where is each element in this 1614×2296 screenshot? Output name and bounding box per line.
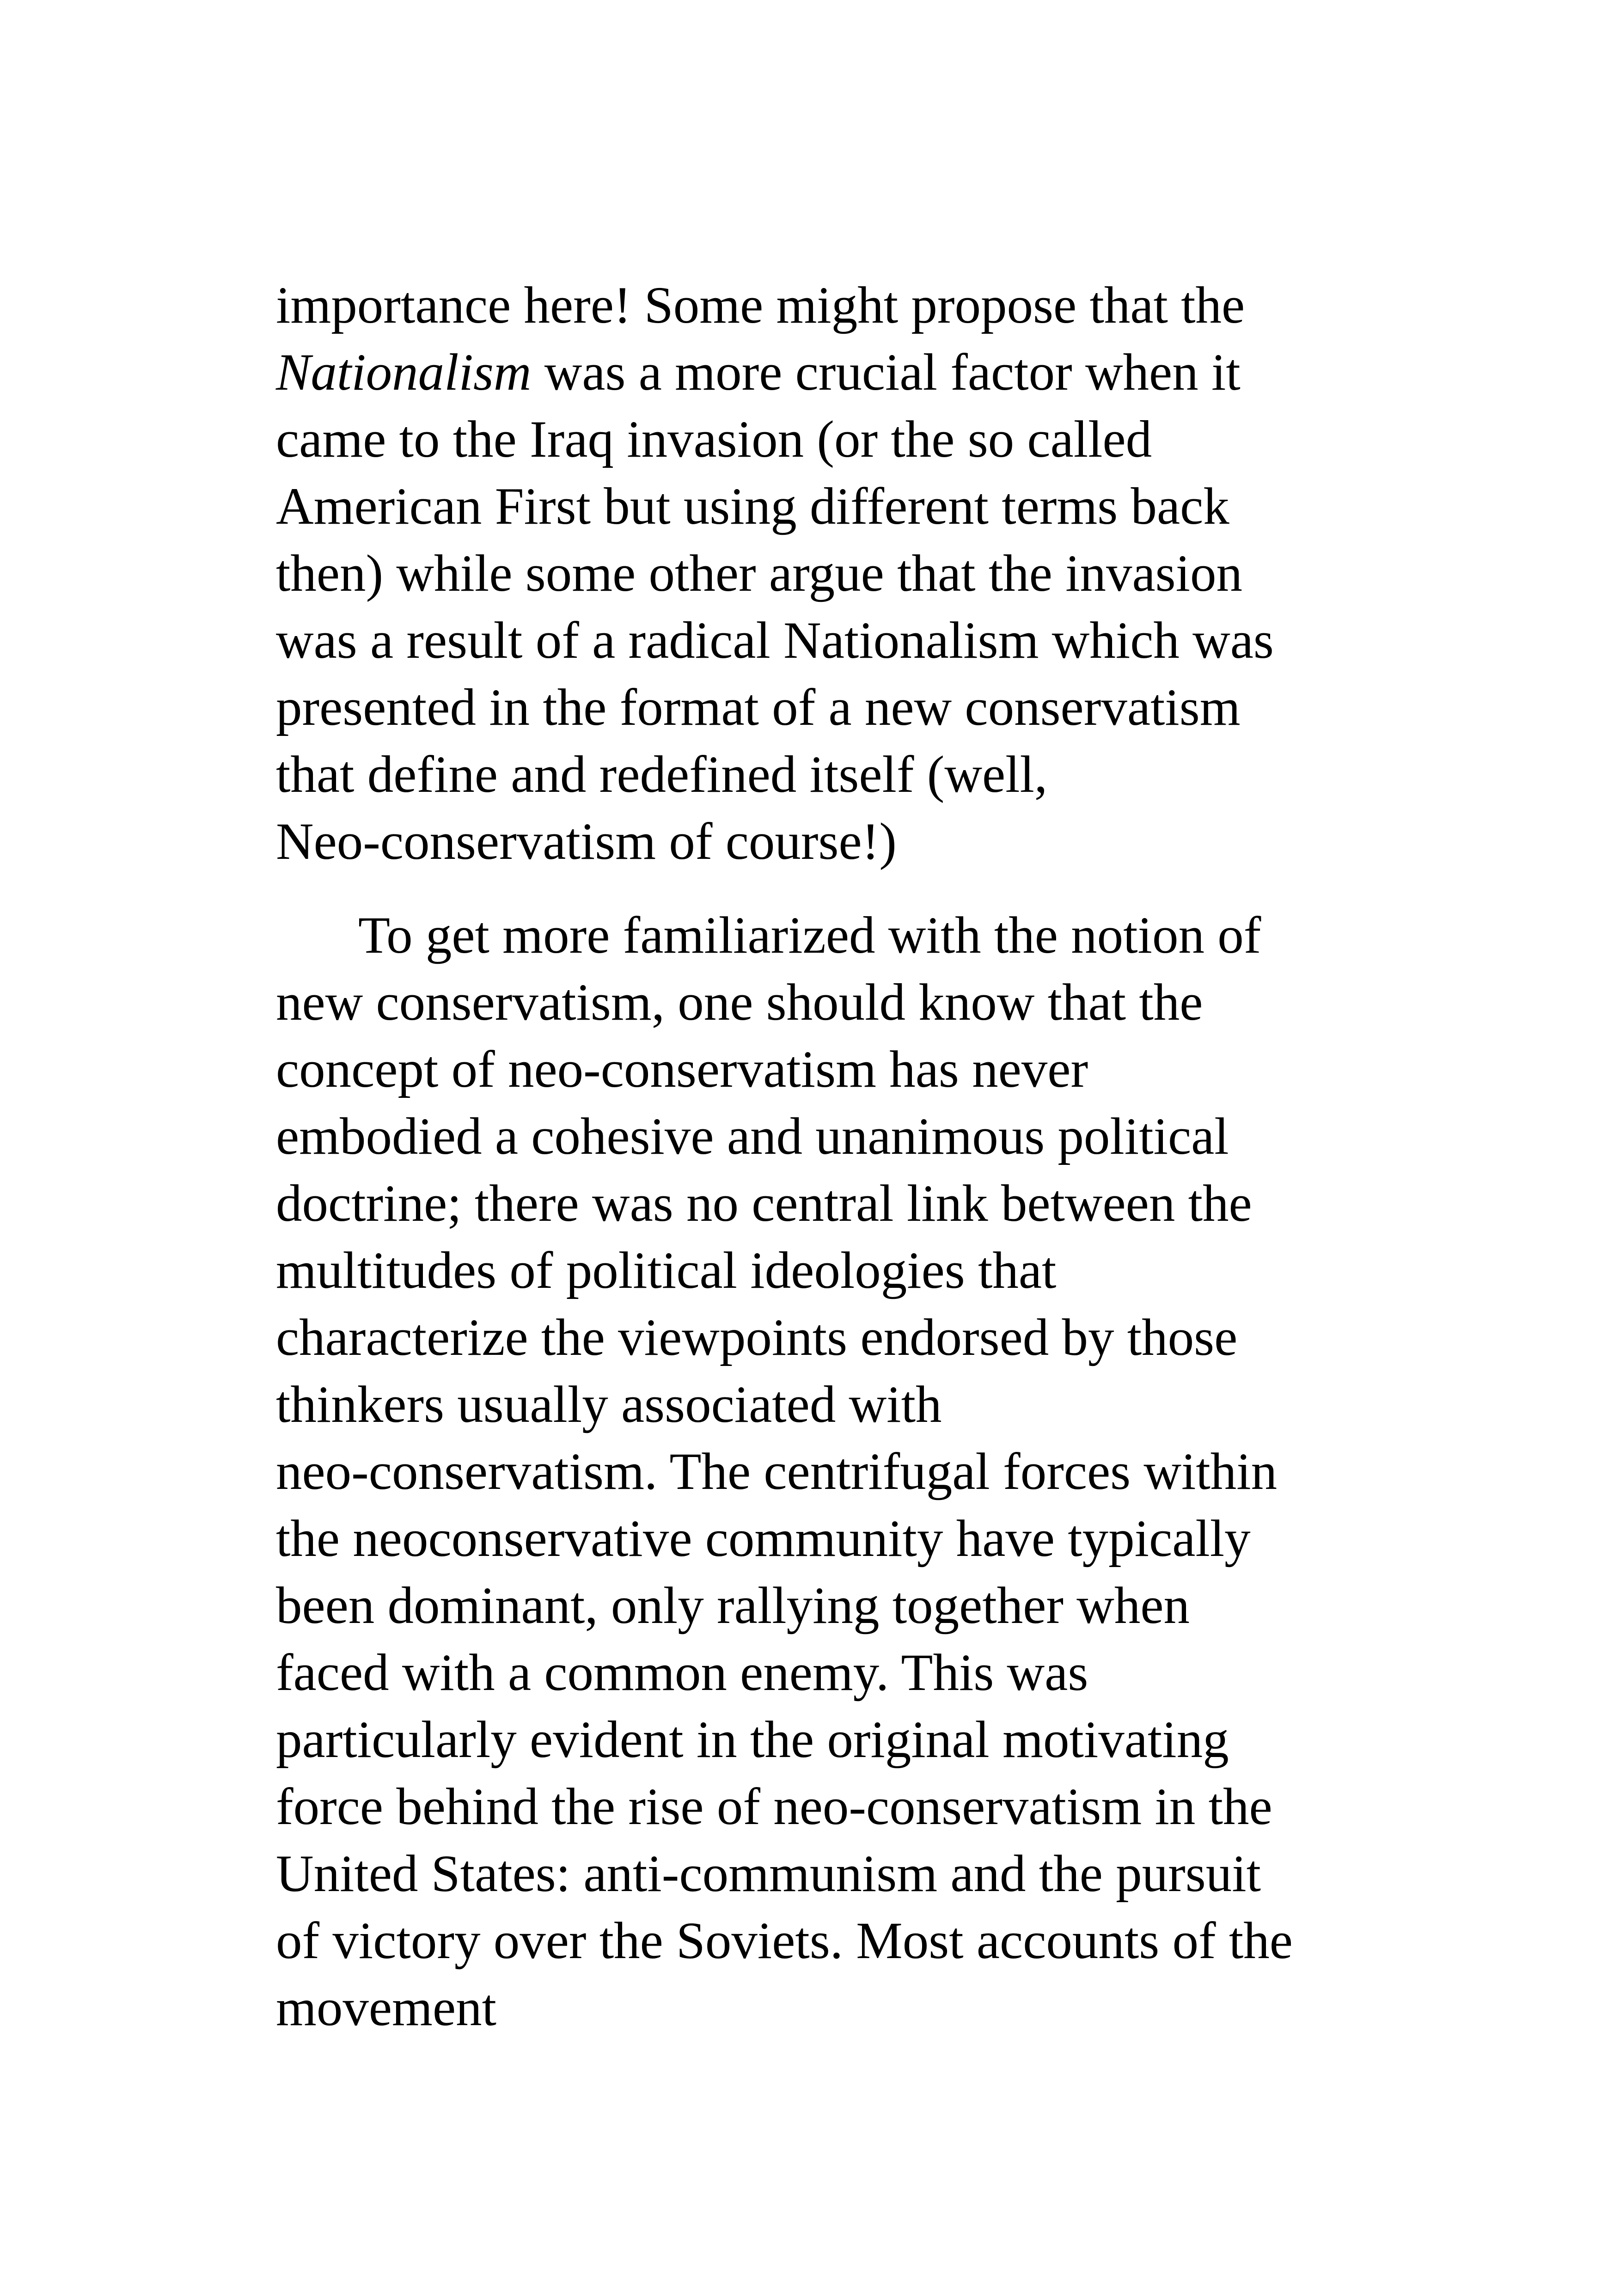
paragraph-spacer <box>276 875 1385 902</box>
text-line: thinkers usually associated with <box>276 1376 942 1433</box>
text-line: United States: anti-communism and the pursuit <box>276 1845 1261 1903</box>
text-line: came to the Iraq invasion (or the so called <box>276 410 1152 468</box>
text-line: particularly evident in the original motivating <box>276 1711 1229 1769</box>
text-line: faced with a common enemy. This was <box>276 1644 1088 1702</box>
body-text <box>276 272 1385 2041</box>
text-line: multitudes of political ideologies that <box>276 1242 1057 1299</box>
text-line: To get more familiarized with the notion of <box>358 906 1261 964</box>
paragraph-1 <box>276 272 1385 875</box>
text-line: characterize the viewpoints endorsed by those <box>276 1309 1238 1366</box>
text-line: embodied a cohesive and unanimous political <box>276 1108 1229 1165</box>
text-line: Neo-conservatism of course!) <box>276 813 897 870</box>
text-line: the neoconservative community have typically <box>276 1510 1251 1567</box>
text-line: presented in the format of a new conservatism <box>276 679 1241 736</box>
text-line: force behind the rise of neo-conservatism in the <box>276 1778 1272 1836</box>
italic-term: Nationalism <box>276 343 532 401</box>
text-line: doctrine; there was no central link between the <box>276 1175 1252 1232</box>
text-span: was a more crucial factor when it <box>531 343 1241 401</box>
text-line: been dominant, only rallying together when <box>276 1577 1190 1635</box>
text-line: importance here! Some might propose that the <box>276 276 1245 334</box>
text-line: neo-conservatism. The centrifugal forces within <box>276 1443 1278 1500</box>
text-line: new conservatism, one should know that the <box>276 974 1203 1031</box>
text-line: of victory over the Soviets. Most accounts of the <box>276 1912 1293 1970</box>
text-line: American First but using different terms back <box>276 478 1229 535</box>
paragraph-2 <box>276 902 1385 2041</box>
text-line <box>276 339 1385 406</box>
text-line: movement <box>276 1979 496 2037</box>
text-line: concept of neo-conservatism has never <box>276 1041 1088 1098</box>
text-line: that define and redefined itself (well, <box>276 746 1048 803</box>
text-line: was a result of a radical Nationalism which was <box>276 612 1274 669</box>
text-line: then) while some other argue that the invasion <box>276 545 1242 602</box>
